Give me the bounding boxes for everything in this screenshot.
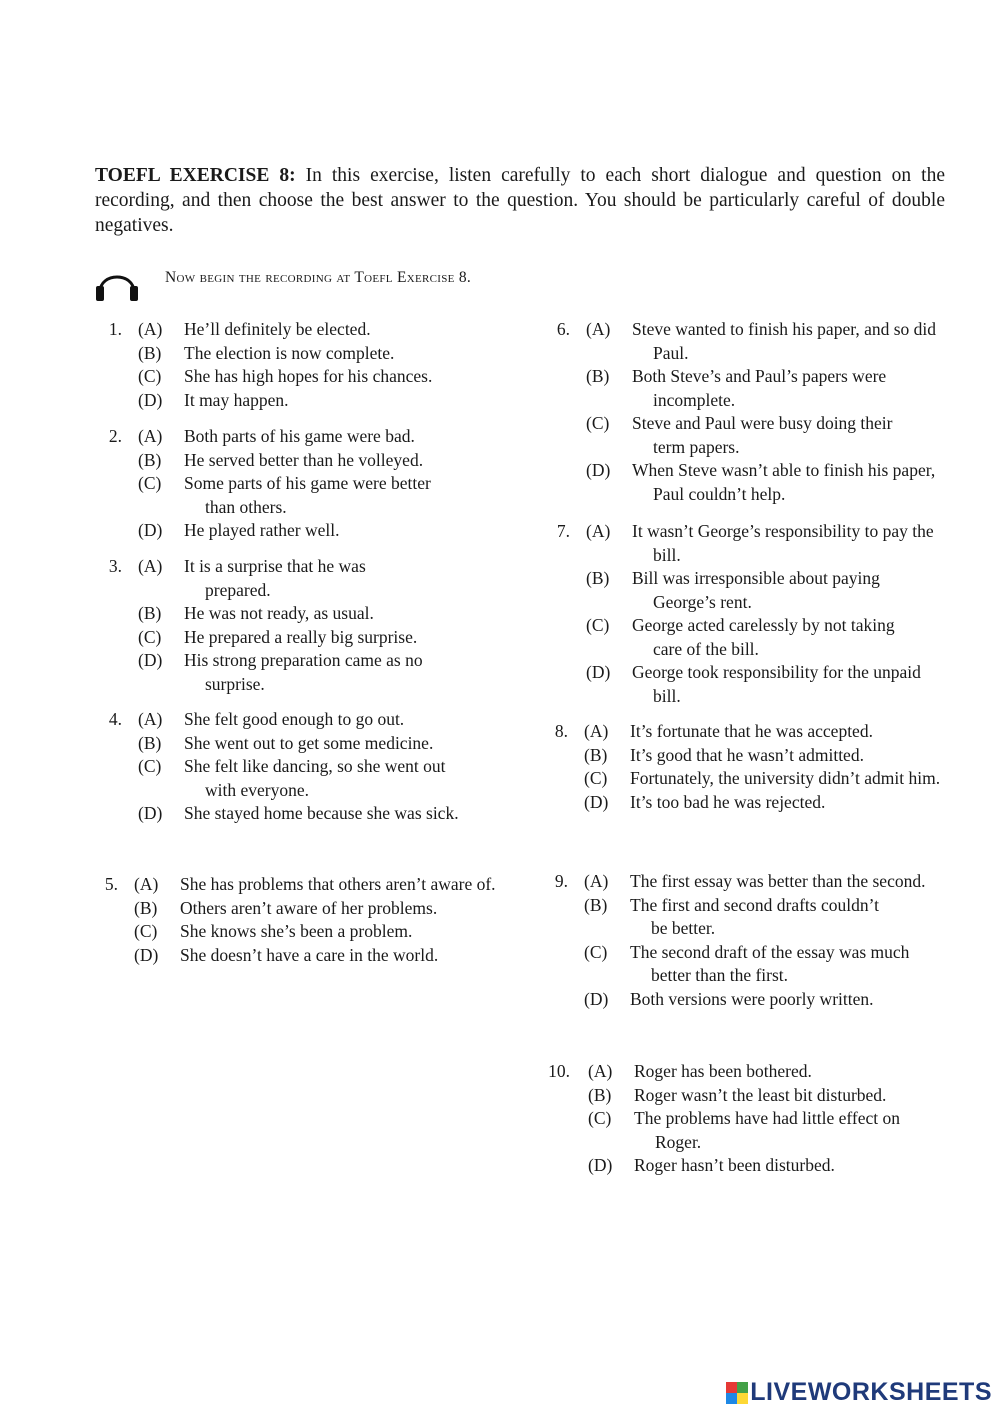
- option-b[interactable]: [138, 342, 518, 366]
- option-a[interactable]: [584, 870, 944, 894]
- option-text: When Steve wasn’t able to finish his paper, Paul couldn’t help.: [632, 460, 936, 504]
- option-letter: (A): [584, 721, 609, 741]
- option-text: She went out to get some medicine.: [184, 732, 434, 753]
- option-d[interactable]: [586, 661, 946, 708]
- option-text: It wasn’t George’s responsibility to pay the bill.: [632, 521, 934, 565]
- option-b[interactable]: [588, 1084, 948, 1108]
- option-a[interactable]: [138, 425, 458, 449]
- option-text: Roger hasn’t been disturbed.: [634, 1155, 835, 1175]
- option-a[interactable]: [138, 318, 518, 342]
- option-text: She felt like dancing, so she went out with everyone.: [184, 756, 446, 800]
- recording-instruction: Now begin the recording at Toefl Exercise 8.: [165, 269, 472, 286]
- exercise-label: TOEFL EXERCISE 8:: [95, 165, 296, 186]
- option-text: He served better than he volleyed.: [184, 449, 424, 470]
- headphones-icon: [94, 262, 140, 302]
- option-b[interactable]: [138, 449, 458, 473]
- option-text: She doesn’t have a care in the world.: [180, 944, 439, 965]
- option-letter: (B): [138, 342, 162, 363]
- option-text: She has high hopes for his chances.: [184, 366, 433, 386]
- option-a[interactable]: [138, 708, 478, 732]
- option-text: He’ll definitely be elected.: [184, 319, 371, 339]
- option-text: The first essay was better than the second.: [630, 871, 926, 891]
- option-text: The problems have had little effect on Roger.: [634, 1108, 900, 1152]
- option-text: George took responsibility for the unpaid bill.: [632, 662, 921, 706]
- option-letter: (C): [134, 921, 158, 941]
- option-letter: (D): [586, 662, 611, 682]
- option-text: His strong preparation came as no surprise.: [184, 650, 423, 694]
- option-a[interactable]: [586, 520, 946, 567]
- option-letter: (C): [138, 756, 162, 776]
- option-text: Both parts of his game were bad.: [184, 426, 415, 446]
- option-text: It’s good that he wasn’t admitted.: [630, 744, 864, 765]
- question-number: 7.: [556, 521, 570, 541]
- option-text: It’s fortunate that he was accepted.: [630, 721, 873, 741]
- option-letter: (B): [138, 449, 162, 470]
- option-letter: (D): [134, 944, 159, 965]
- option-a[interactable]: [134, 873, 504, 897]
- option-text: The first and second drafts couldn’t be better.: [630, 894, 879, 938]
- option-letter: (D): [138, 389, 163, 410]
- option-d[interactable]: [138, 649, 478, 696]
- question-number: 5.: [104, 874, 118, 894]
- option-c[interactable]: [588, 1107, 948, 1154]
- option-letter: (D): [138, 520, 163, 540]
- option-b[interactable]: [138, 732, 478, 756]
- option-letter: (B): [584, 744, 608, 765]
- option-letter: (D): [138, 803, 163, 823]
- option-d[interactable]: [584, 988, 944, 1012]
- option-c[interactable]: [138, 626, 478, 650]
- option-a[interactable]: [588, 1060, 948, 1084]
- option-letter: (B): [584, 894, 608, 915]
- option-c[interactable]: [138, 472, 458, 519]
- option-letter: (C): [584, 941, 608, 962]
- option-letter: (B): [134, 897, 158, 918]
- option-d[interactable]: [138, 802, 478, 826]
- option-text: It is a surprise that he was prepared.: [184, 556, 366, 600]
- option-letter: (B): [138, 603, 162, 623]
- option-text: He prepared a really big surprise.: [184, 626, 418, 647]
- liveworksheets-logo: [726, 1378, 992, 1407]
- question-number: 4.: [108, 709, 122, 729]
- option-letter: (D): [588, 1155, 613, 1175]
- option-c[interactable]: [584, 767, 944, 791]
- option-d[interactable]: [138, 519, 458, 543]
- option-text: Fortunately, the university didn’t admit him.: [630, 768, 941, 788]
- option-text: The election is now complete.: [184, 342, 395, 363]
- option-b[interactable]: [134, 897, 504, 921]
- option-letter: (C): [588, 1108, 612, 1128]
- option-letter: (B): [586, 568, 610, 588]
- option-c[interactable]: [586, 412, 946, 459]
- option-text: Bill was irresponsible about paying George’s rent.: [632, 568, 880, 612]
- option-text: He was not ready, as usual.: [184, 603, 374, 623]
- option-letter: (C): [138, 626, 162, 647]
- option-text: Both versions were poorly written.: [630, 988, 874, 1009]
- option-letter: (C): [586, 413, 610, 433]
- option-text: She has problems that others aren’t aware of.: [180, 874, 496, 894]
- question-number: 1.: [108, 319, 122, 339]
- option-c[interactable]: [586, 614, 946, 661]
- option-text: Others aren’t aware of her problems.: [180, 897, 438, 918]
- option-text: It may happen.: [184, 389, 289, 410]
- question-number: 3.: [108, 556, 122, 576]
- option-letter: (A): [588, 1061, 613, 1081]
- option-b[interactable]: [584, 894, 944, 941]
- option-text: George acted carelessly by not taking care of the bill.: [632, 615, 895, 659]
- option-b[interactable]: [138, 602, 478, 626]
- option-text: Steve wanted to finish his paper, and so did Paul.: [632, 319, 937, 363]
- option-letter: (B): [586, 366, 610, 386]
- option-text: She felt good enough to go out.: [184, 709, 405, 729]
- option-letter: (C): [138, 473, 162, 493]
- option-text: She stayed home because she was sick.: [184, 803, 459, 823]
- exercise-intro: [95, 163, 945, 238]
- brand-name: LIVEWORKSHEETS: [750, 1378, 992, 1406]
- option-letter: (A): [138, 709, 163, 729]
- option-letter: (C): [138, 366, 162, 386]
- option-d[interactable]: [588, 1154, 948, 1178]
- option-a[interactable]: [138, 555, 478, 602]
- option-d[interactable]: [138, 389, 518, 413]
- option-letter: (B): [588, 1084, 612, 1105]
- question-number: 9.: [554, 871, 568, 891]
- option-d[interactable]: [586, 459, 946, 506]
- logo-icon: [726, 1382, 748, 1404]
- option-letter: (D): [584, 988, 609, 1009]
- exercise-instructions: In this exercise, listen carefully to each short dialogue and question on the recording, and then choose the best answer to the question. You should be particularly careful of double negatives.: [95, 165, 945, 236]
- option-text: Both Steve’s and Paul’s papers were incomplete.: [632, 366, 887, 410]
- question-number: 8.: [554, 721, 568, 741]
- option-c[interactable]: [138, 755, 478, 802]
- option-text: Steve and Paul were busy doing their term papers.: [632, 413, 893, 457]
- option-letter: (A): [134, 874, 159, 894]
- option-text: She knows she’s been a problem.: [180, 921, 413, 941]
- option-letter: (A): [138, 426, 163, 446]
- option-letter: (A): [586, 319, 611, 339]
- option-text: Roger has been bothered.: [634, 1061, 812, 1081]
- option-letter: (D): [584, 791, 609, 812]
- option-letter: (D): [586, 460, 611, 480]
- option-letter: (A): [138, 319, 163, 339]
- option-b[interactable]: [586, 567, 946, 614]
- option-letter: (D): [138, 650, 163, 670]
- question-number: 6.: [556, 319, 570, 339]
- option-letter: (A): [586, 521, 611, 541]
- option-d[interactable]: [584, 791, 944, 815]
- option-letter: (A): [138, 556, 163, 576]
- option-letter: (A): [584, 871, 609, 891]
- option-text: He played rather well.: [184, 520, 340, 540]
- option-text: Some parts of his game were better than others.: [184, 473, 431, 517]
- option-b[interactable]: [586, 365, 946, 412]
- option-letter: (C): [584, 768, 608, 788]
- question-number: 10.: [548, 1061, 570, 1081]
- option-b[interactable]: [584, 744, 944, 768]
- option-letter: (B): [138, 732, 162, 753]
- option-c[interactable]: [134, 920, 504, 944]
- option-d[interactable]: [134, 944, 504, 968]
- option-text: Roger wasn’t the least bit disturbed.: [634, 1084, 887, 1105]
- option-c[interactable]: [138, 365, 518, 389]
- option-letter: (C): [586, 615, 610, 635]
- option-text: It’s too bad he was rejected.: [630, 791, 826, 812]
- option-a[interactable]: [584, 720, 944, 744]
- option-c[interactable]: [584, 941, 944, 988]
- option-text: The second draft of the essay was much better than the first.: [630, 941, 910, 985]
- option-a[interactable]: [586, 318, 946, 365]
- question-number: 2.: [108, 426, 122, 446]
